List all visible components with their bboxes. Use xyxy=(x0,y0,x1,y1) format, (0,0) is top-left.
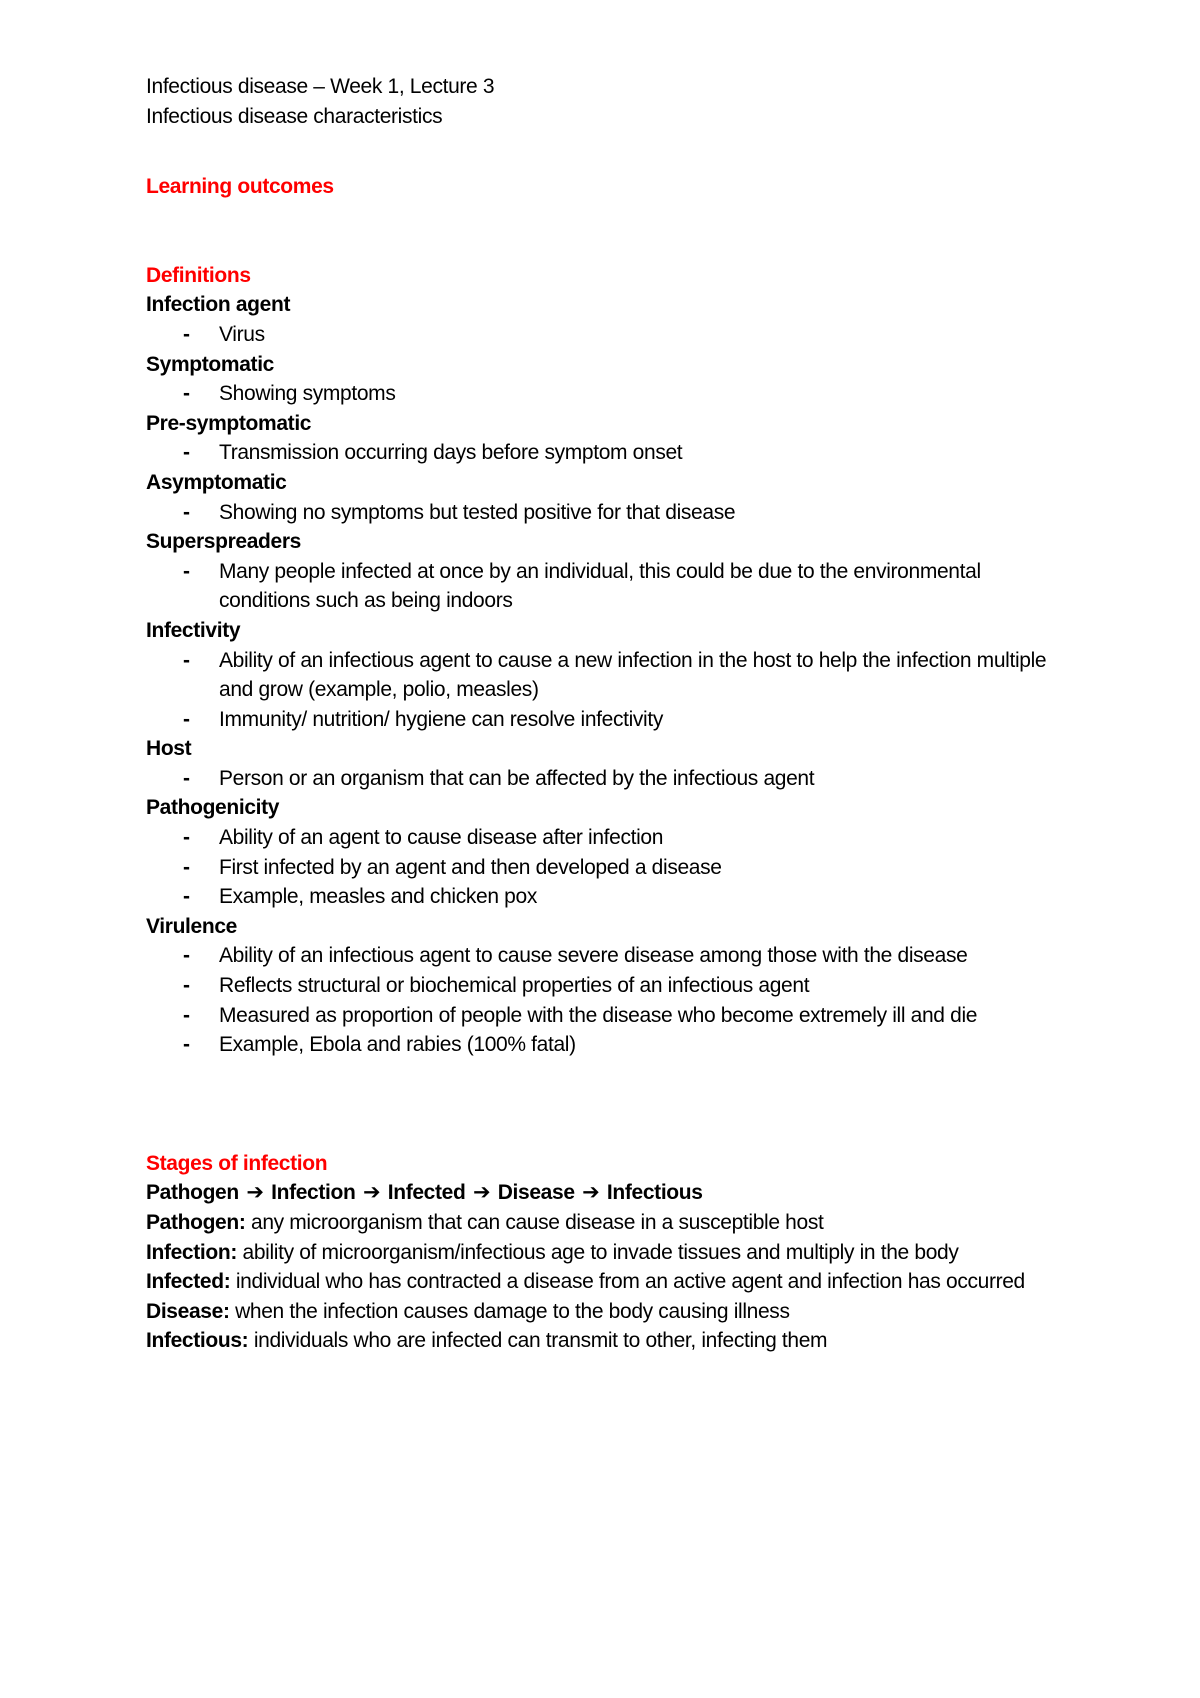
bullet-text: Showing symptoms xyxy=(219,382,396,406)
definition-bullet xyxy=(146,823,1076,853)
definition-bullet xyxy=(146,557,1076,616)
flow-stage: Pathogen xyxy=(146,1181,239,1205)
stage-label: Infected: xyxy=(146,1270,231,1294)
stages-flow xyxy=(146,1178,1076,1208)
definition-bullet xyxy=(146,646,1076,705)
bullet-text: Many people infected at once by an individual, this could be due to the environmental conditions such as being indoors xyxy=(219,559,981,613)
bullet-dash: - xyxy=(183,707,190,731)
stage-definition xyxy=(146,1297,1076,1327)
bullet-dash: - xyxy=(183,766,190,790)
definition-bullet xyxy=(146,1030,1076,1060)
bullet-text: Virus xyxy=(219,322,265,346)
spacer xyxy=(146,1060,1076,1149)
bullet-dash: - xyxy=(183,1003,190,1027)
document-page xyxy=(146,72,1076,1356)
bullet-dash: - xyxy=(183,1033,190,1057)
stage-text: when the infection causes damage to the body causing illness xyxy=(229,1299,790,1323)
bullet-text: Immunity/ nutrition/ hygiene can resolve infectivity xyxy=(219,707,664,731)
bullet-text: Person or an organism that can be affected by the infectious agent xyxy=(219,766,815,790)
arrow-right-icon: ➔ xyxy=(582,1181,600,1205)
definition-term: Asymptomatic xyxy=(146,470,287,494)
learning-outcomes-heading: Learning outcomes xyxy=(146,175,334,199)
definition-term: Host xyxy=(146,737,192,761)
definition-bullet xyxy=(146,882,1076,912)
definition-bullet xyxy=(146,705,1076,735)
stage-label: Infectious: xyxy=(146,1329,249,1353)
bullet-text: Ability of an agent to cause disease after infection xyxy=(219,826,664,850)
definitions-list xyxy=(146,290,1076,1059)
definitions-heading: Definitions xyxy=(146,263,251,287)
definition-bullet xyxy=(146,438,1076,468)
definition-term: Pre-symptomatic xyxy=(146,411,312,435)
stage-label: Pathogen: xyxy=(146,1211,246,1234)
bullet-dash: - xyxy=(183,559,190,583)
spacer xyxy=(146,131,1076,172)
definition-bullet xyxy=(146,971,1076,1001)
flow-stage: Infection xyxy=(271,1181,356,1205)
stage-definition xyxy=(146,1267,1076,1297)
definition-bullet xyxy=(146,1001,1076,1031)
bullet-text: Transmission occurring days before symptom onset xyxy=(219,441,683,465)
arrow-right-icon: ➔ xyxy=(472,1181,491,1205)
bullet-text: Ability of an infectious agent to cause a new infection in the host to help the infection multiple and grow (example, polio, measles) xyxy=(219,648,1047,702)
bullet-text: Ability of an infectious agent to cause severe disease among those with the disease xyxy=(219,944,968,968)
definition-term: Infection agent xyxy=(146,293,291,317)
bullet-text: Example, Ebola and rabies (100% fatal) xyxy=(219,1033,576,1057)
flow-stage: Infected xyxy=(387,1181,466,1205)
flow-stage: Infectious xyxy=(606,1181,703,1205)
definition-term: Pathogenicity xyxy=(146,796,280,820)
bullet-dash: - xyxy=(183,500,190,524)
stage-definition xyxy=(146,1208,1076,1238)
stage-text: ability of microorganism/infectious age to invade tissues and multiply in the body xyxy=(237,1240,959,1264)
stage-definition xyxy=(146,1326,1076,1356)
definition-bullet xyxy=(146,320,1076,350)
doc-subtitle: Infectious disease characteristics xyxy=(146,104,443,128)
bullet-dash: - xyxy=(183,855,190,879)
bullet-text: First infected by an agent and then developed a disease xyxy=(219,855,722,879)
bullet-dash: - xyxy=(183,974,190,998)
stage-label: Infection: xyxy=(146,1240,237,1264)
stages-heading: Stages of infection xyxy=(146,1151,328,1175)
stage-text: individual who has contracted a disease from an active agent and infection has occurred xyxy=(230,1270,1025,1294)
stage-label: Disease: xyxy=(146,1299,230,1323)
bullet-dash: - xyxy=(183,322,190,346)
definition-term: Symptomatic xyxy=(146,352,275,376)
stage-text: individuals who are infected can transmit to other, infecting them xyxy=(248,1329,828,1353)
arrow-right-icon: ➔ xyxy=(362,1181,381,1205)
bullet-dash: - xyxy=(183,441,190,465)
bullet-text: Measured as proportion of people with the disease who become extremely ill and die xyxy=(219,1003,978,1027)
definition-term: Virulence xyxy=(146,914,238,938)
definition-bullet xyxy=(146,379,1076,409)
stages-definitions xyxy=(146,1208,1076,1356)
definition-bullet xyxy=(146,764,1076,794)
bullet-dash: - xyxy=(183,648,190,672)
definition-bullet xyxy=(146,498,1076,528)
doc-title: Infectious disease – Week 1, Lecture 3 xyxy=(146,75,495,98)
bullet-text: Example, measles and chicken pox xyxy=(219,885,537,909)
bullet-dash: - xyxy=(183,885,190,909)
definition-term: Infectivity xyxy=(146,618,241,642)
flow-stage: Disease xyxy=(497,1181,575,1205)
spacer xyxy=(146,202,1076,261)
stage-text: any microorganism that can cause disease in a susceptible host xyxy=(245,1211,824,1234)
bullet-dash: - xyxy=(183,826,190,850)
arrow-right-icon: ➔ xyxy=(246,1181,264,1205)
definition-bullet xyxy=(146,853,1076,883)
stage-definition xyxy=(146,1238,1076,1268)
definition-bullet xyxy=(146,941,1076,971)
bullet-text: Showing no symptoms but tested positive for that disease xyxy=(219,500,736,524)
bullet-text: Reflects structural or biochemical properties of an infectious agent xyxy=(219,974,810,998)
bullet-dash: - xyxy=(183,944,190,968)
definition-term: Superspreaders xyxy=(146,530,302,554)
bullet-dash: - xyxy=(183,382,190,406)
